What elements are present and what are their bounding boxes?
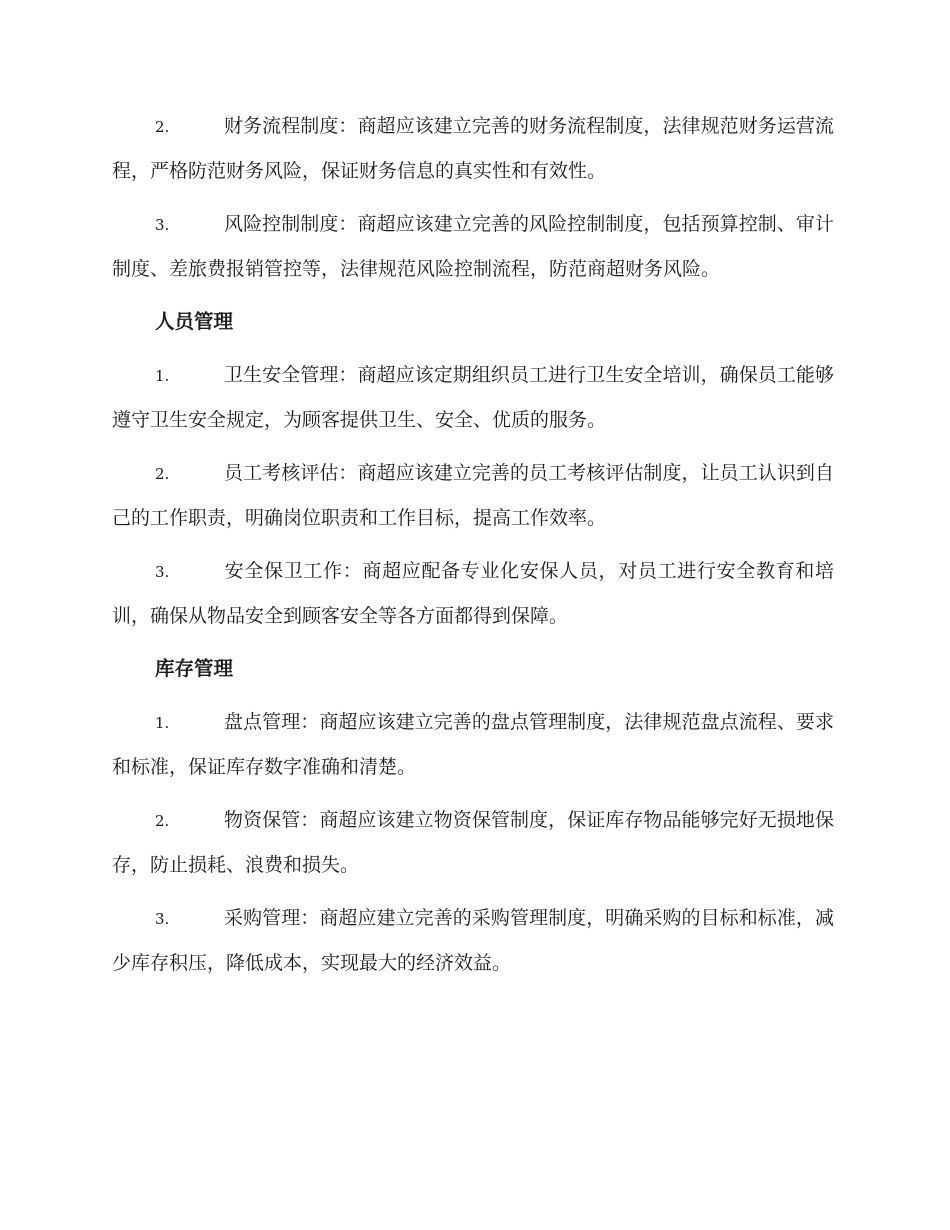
list-number: 2.: [155, 465, 170, 483]
list-item: [112, 353, 834, 442]
list-text: 财务流程制度：商超应该建立完善的财务流程制度，法律规范财务运营流程，严格防范财务风险，保证财务信息的真实性和有效性。: [112, 115, 834, 182]
list-text: 采购管理：商超应建立完善的采购管理制度，明确采购的目标和标准，减少库存积压，降低成本，实现最大的经济效益。: [112, 907, 834, 974]
list-text: 风险控制制度：商超应该建立完善的风险控制制度，包括预算控制、审计制度、差旅费报销管控等，法律规范风险控制流程，防范商超财务风险。: [112, 213, 834, 280]
document-page: [112, 104, 834, 994]
list-item: [112, 700, 834, 789]
list-item: [112, 104, 834, 193]
list-item: [112, 798, 834, 887]
list-number: 2.: [155, 118, 170, 136]
list-number: 3.: [155, 910, 170, 928]
list-number: 1.: [155, 714, 170, 732]
list-text: 安全保卫工作：商超应配备专业化安保人员，对员工进行安全教育和培训，确保从物品安全到顾客安全等各方面都得到保障。: [112, 560, 834, 627]
list-number: 3.: [155, 216, 170, 234]
list-text: 盘点管理：商超应该建立完善的盘点管理制度，法律规范盘点流程、要求和标准，保证库存数字准确和清楚。: [112, 711, 834, 778]
list-number: 3.: [155, 563, 170, 581]
list-item: [112, 202, 834, 291]
list-item: [112, 549, 834, 638]
list-item: [112, 896, 834, 985]
section-heading: 库存管理: [155, 657, 234, 680]
list-item: [112, 451, 834, 540]
list-number: 2.: [155, 812, 170, 830]
list-text: 物资保管：商超应该建立物资保管制度，保证库存物品能够完好无损地保存，防止损耗、浪费和损失。: [112, 809, 834, 876]
list-text: 卫生安全管理：商超应该定期组织员工进行卫生安全培训，确保员工能够遵守卫生安全规定，为顾客提供卫生、安全、优质的服务。: [112, 364, 834, 431]
list-number: 1.: [155, 367, 170, 385]
list-text: 员工考核评估：商超应该建立完善的员工考核评估制度，让员工认识到自己的工作职责，明确岗位职责和工作目标，提高工作效率。: [112, 462, 834, 529]
section-heading: 人员管理: [155, 310, 234, 333]
